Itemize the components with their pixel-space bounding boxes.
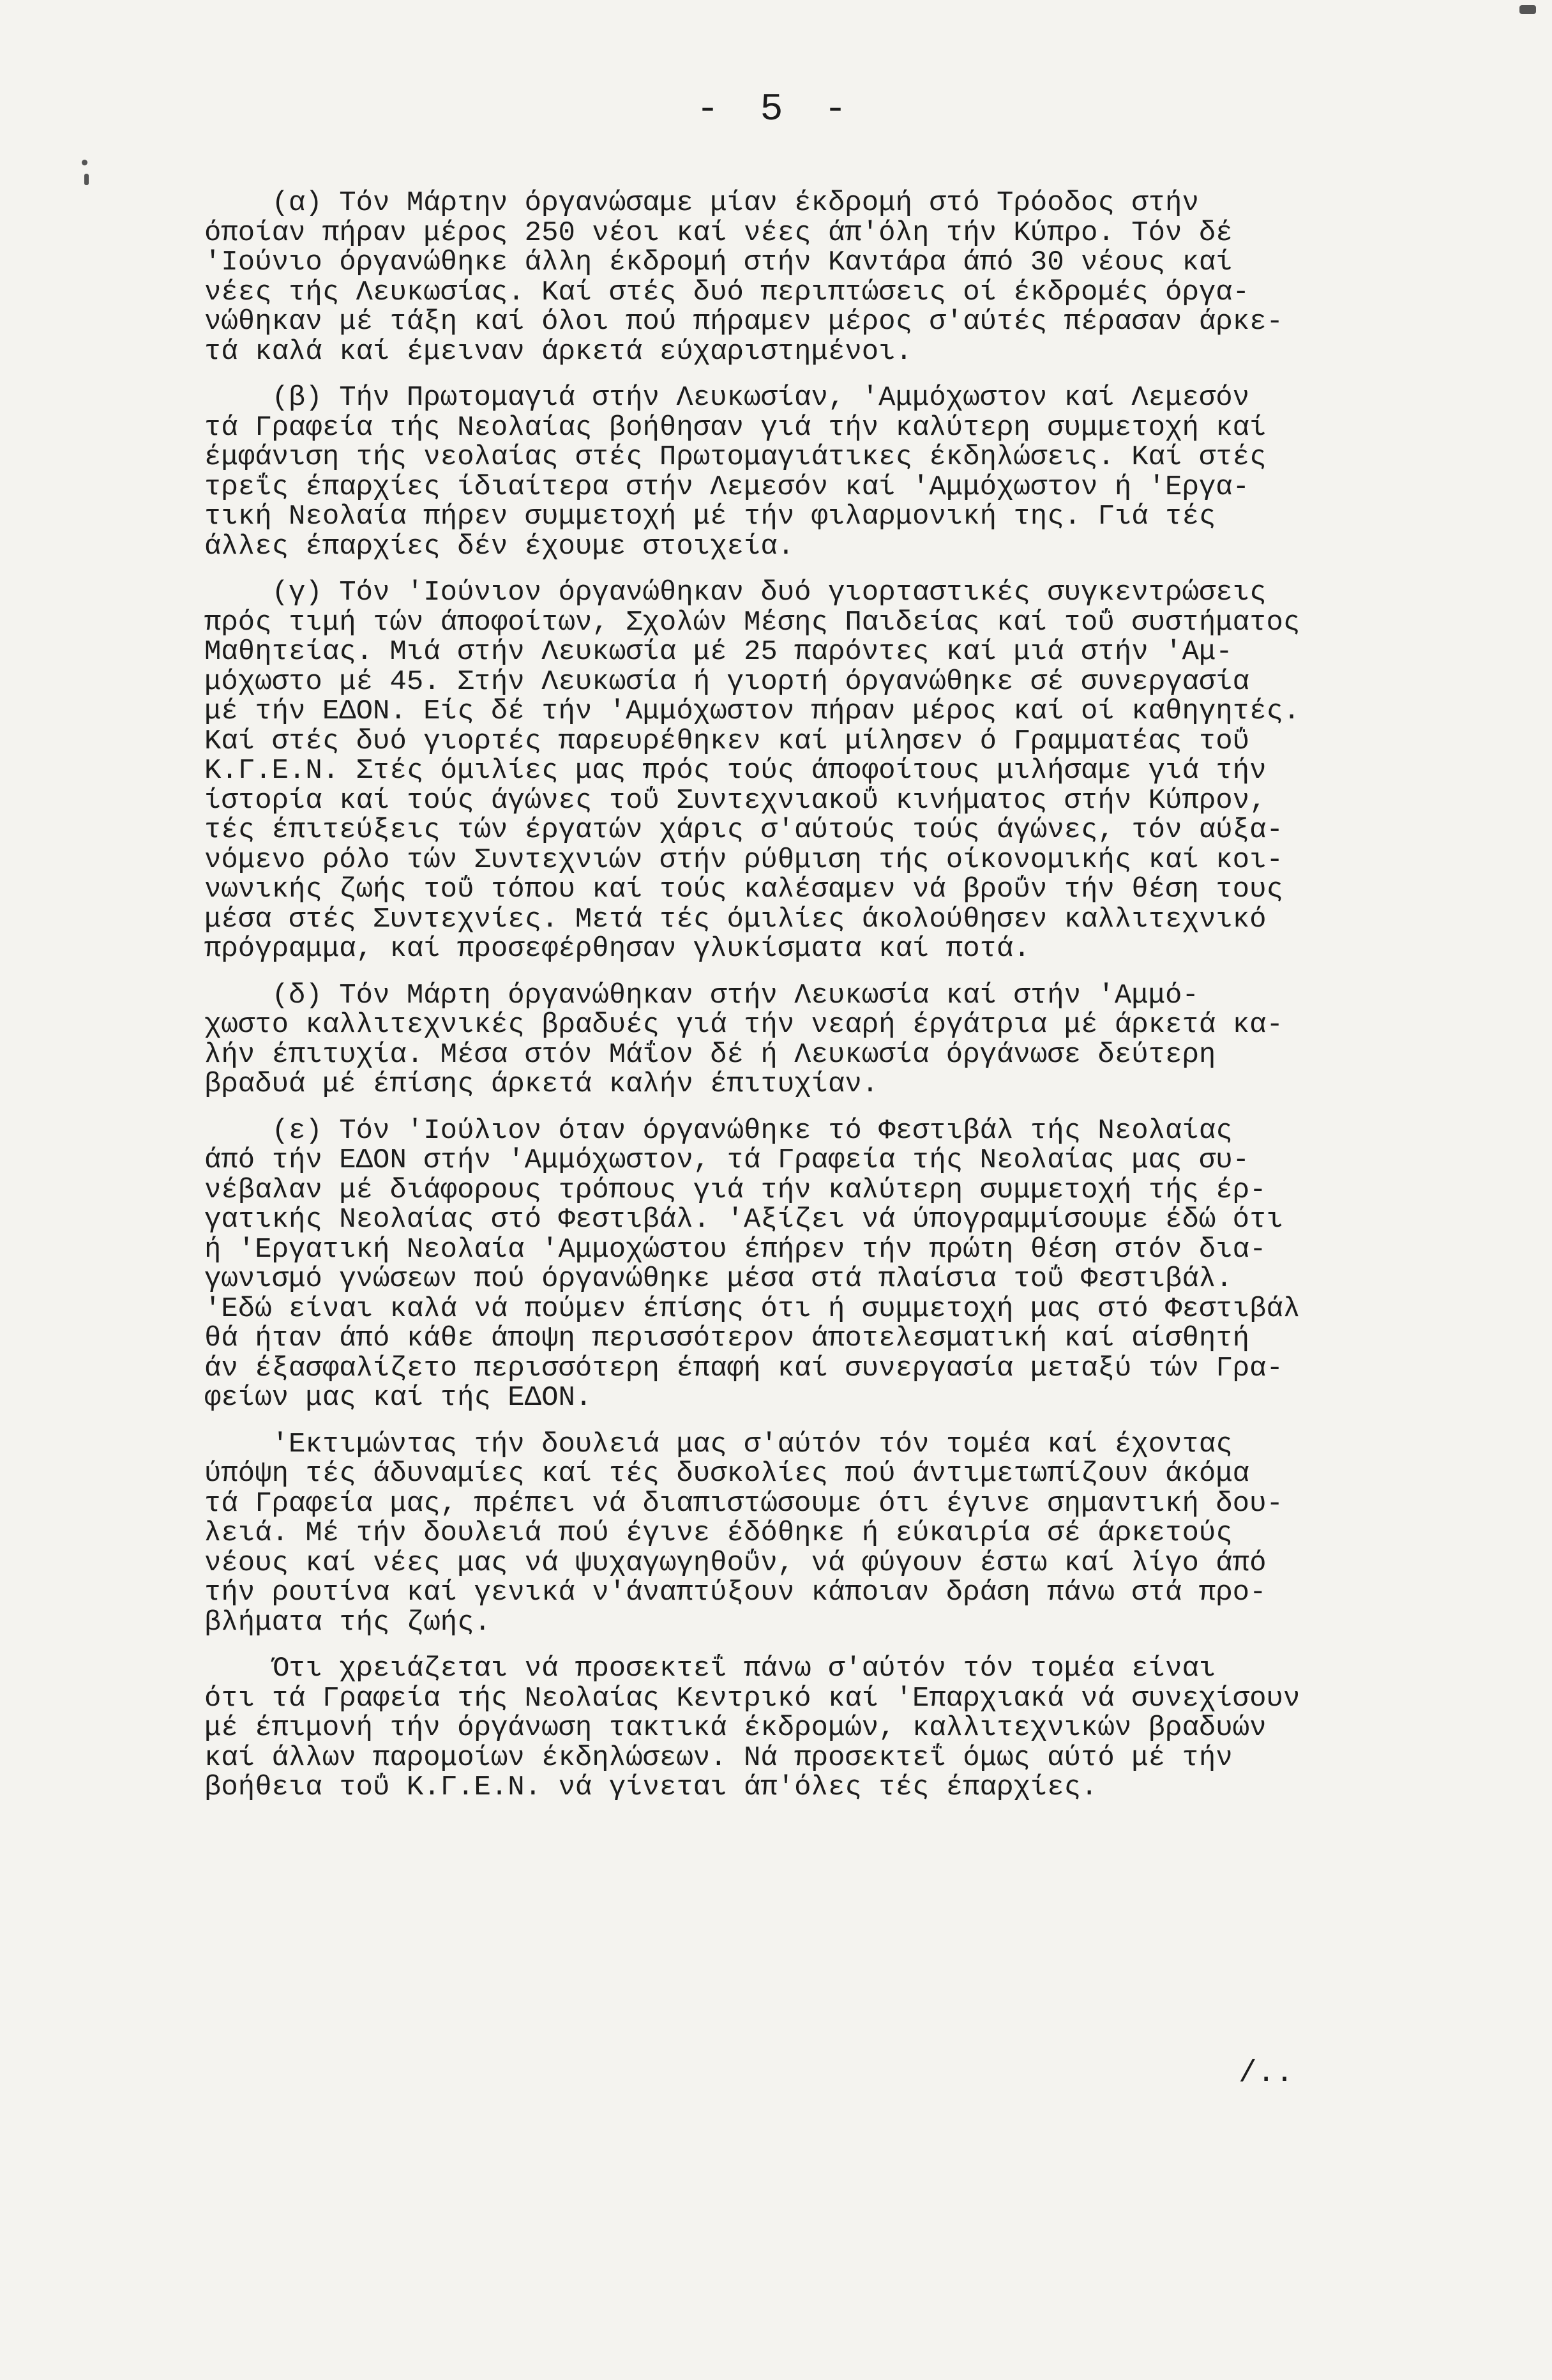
- text-line: βλήματα τής ζωής.: [204, 1606, 491, 1639]
- text-line: χωστο καλλιτεχνικές βραδυές γιά τήν νεαρή έργάτρια μέ άρκετά κα-: [204, 1009, 1283, 1041]
- text-line: βραδυά μέ έπίσης άρκετά καλήν έπιτυχίαν.: [204, 1068, 879, 1100]
- paragraph-e: [204, 1116, 1481, 1413]
- text-line: 'Ιούνιο όργανώθηκε άλλη έκδρομή στήν Καντάρα άπό 30 νέους καί: [204, 246, 1233, 278]
- text-line: θά ήταν άπό κάθε άποψη περισσότερον άποτελεσματική καί αίσθητή: [204, 1323, 1250, 1354]
- text-line: νέες τής Λευκωσίας. Καί στές δυό περιπτώσεις οί έκδρομές όργα-: [204, 276, 1250, 308]
- text-line: ή 'Εργατική Νεολαία 'Αμμοχώστου έπήρεν τήν πρώτη θέση στόν δια-: [204, 1233, 1267, 1266]
- paragraph-assessment: [204, 1430, 1481, 1638]
- text-line: τήν ρουτίνα καί γενικά ν'άναπτύξουν κάποιαν δράση πάνω στά προ-: [204, 1577, 1267, 1609]
- text-line: λήν έπιτυχία. Μέσα στόν Μάΐον δέ ή Λευκωσία όργάνωσε δεύτερη: [204, 1038, 1216, 1071]
- text-line: όποίαν πήραν μέρος 250 νέοι καί νέες άπ'όλη τήν Κύπρο. Τόν δέ: [204, 216, 1233, 249]
- text-line: νωνικής ζωής τοΰ τόπου καί τούς καλέσαμεν νά βροΰν τήν θέση τους: [204, 874, 1283, 906]
- text-line: Ότι χρειάζεται νά προσεκτεΐ πάνω σ'αύτόν τόν τομέα είναι: [204, 1653, 1216, 1685]
- text-line: τρεΐς έπαρχίες ίδιαίτερα στήν Λεμεσόν καί 'Αμμόχωστον ή 'Εργα-: [204, 471, 1250, 503]
- text-line: (α) Τόν Μάρτην όργανώσαμε μίαν έκδρομή στό Τρόοδος στήν: [204, 187, 1199, 219]
- paragraph-conclusion: [204, 1654, 1481, 1803]
- text-line: μόχωστο μέ 45. Στήν Λευκωσία ή γιορτή όργανώθηκε σέ συνεργασία: [204, 665, 1250, 698]
- text-line: βοήθεια τοΰ Κ.Γ.Ε.Ν. νά γίνεται άπ'όλες τές έπαρχίες.: [204, 1771, 1098, 1803]
- text-line: (δ) Τόν Μάρτη όργανώθηκαν στήν Λευκωσία καί στήν 'Αμμό-: [204, 979, 1199, 1012]
- text-line: νέβαλαν μέ διάφορους τρόπους γιά τήν καλύτερη συμμετοχή τής έρ-: [204, 1174, 1267, 1206]
- paragraph-d: [204, 981, 1481, 1100]
- text-line: Μαθητείας. Μιά στήν Λευκωσία μέ 25 παρόντες καί μιά στήν 'Αμ-: [204, 636, 1233, 668]
- paragraph-a: [204, 188, 1481, 367]
- text-line: φείων μας καί τής ΕΔΟΝ.: [204, 1382, 592, 1414]
- text-line: πρός τιμή τών άποφοίτων, Σχολών Μέσης Παιδείας καί τοΰ συστήματος: [204, 606, 1300, 639]
- text-line: ύπόψη τές άδυναμίες καί τές δυσκολίες πού άντιμετωπίζουν άκόμα: [204, 1458, 1250, 1490]
- text-line: τική Νεολαία πήρεν συμμετοχή μέ τήν φιλαρμονική της. Γιά τές: [204, 501, 1216, 533]
- text-line: τά Γραφεία μας, πρέπει νά διαπιστώσουμε ότι έγινε σημαντική δου-: [204, 1487, 1283, 1520]
- text-line: μέ τήν ΕΔΟΝ. Είς δέ τήν 'Αμμόχωστον πήραν μέρος καί οί καθηγητές.: [204, 695, 1300, 727]
- text-line: άπό τήν ΕΔΟΝ στήν 'Αμμόχωστον, τά Γραφεία τής Νεολαίας μας συ-: [204, 1144, 1250, 1176]
- text-line: νέους καί νέες μας νά ψυχαγωγηθοΰν, νά φύγουν έστω καί λίγο άπό: [204, 1547, 1267, 1579]
- text-line: γατικής Νεολαίας στό Φεστιβάλ. 'Αξίζει νά ύπογραμμίσουμε έδώ ότι: [204, 1204, 1283, 1236]
- margin-speck: [84, 174, 89, 185]
- text-line: Κ.Γ.Ε.Ν. Στές όμιλίες μας πρός τούς άποφοίτους μιλήσαμε γιά τήν: [204, 755, 1267, 787]
- text-line: νώθηκαν μέ τάξη καί όλοι πού πήραμεν μέρος σ'αύτές πέρασαν άρκε-: [204, 306, 1283, 338]
- text-line: 'Εκτιμώντας τήν δουλειά μας σ'αύτόν τόν τομέα καί έχοντας: [204, 1428, 1233, 1460]
- text-line: έμφάνιση τής νεολαίας στές Πρωτομαγιάτικες έκδηλώσεις. Καί στές: [204, 441, 1267, 473]
- text-line: (ε) Τόν 'Ιούλιον όταν όργανώθηκε τό Φεστιβάλ τής Νεολαίας: [204, 1114, 1233, 1147]
- document-body: [204, 188, 1481, 1819]
- text-line: (β) Τήν Πρωτομαγιά στήν Λευκωσίαν, 'Αμμόχωστον καί Λεμεσόν: [204, 382, 1250, 414]
- text-line: τά καλά καί έμειναν άρκετά εύχαριστημένοι.: [204, 335, 912, 368]
- margin-speck: [82, 160, 87, 165]
- text-line: γωνισμό γνώσεων πού όργανώθηκε μέσα στά πλαίσια τοΰ Φεστιβάλ.: [204, 1263, 1233, 1295]
- text-line: λειά. Μέ τήν δουλειά πού έγινε έδόθηκε ή εύκαιρία σέ άρκετούς: [204, 1517, 1233, 1549]
- text-line: (γ) Τόν 'Ιούνιον όργανώθηκαν δυό γιορταστικές συγκεντρώσεις: [204, 577, 1267, 609]
- text-line: άλλες έπαρχίες δέν έχουμε στοιχεία.: [204, 530, 795, 563]
- text-line: μέσα στές Συντεχνίες. Μετά τές όμιλίες άκολούθησεν καλλιτεχνικό: [204, 903, 1267, 936]
- text-line: πρόγραμμα, καί προσεφέρθησαν γλυκίσματα καί ποτά.: [204, 933, 1030, 965]
- text-line: τές έπιτεύξεις τών έργατών χάρις σ'αύτούς τούς άγώνες, τόν αύξα-: [204, 814, 1283, 846]
- text-line: ίστορία καί τούς άγώνες τοΰ Συντεχνιακοΰ κινήματος στήν Κύπρον,: [204, 784, 1267, 817]
- text-line: μέ έπιμονή τήν όργάνωση τακτικά έκδρομών, καλλιτεχνικών βραδυών: [204, 1712, 1267, 1744]
- text-line: 'Εδώ είναι καλά νά πούμεν έπίσης ότι ή συμμετοχή μας στό Φεστιβάλ: [204, 1292, 1300, 1325]
- margin-speck: [1519, 5, 1536, 14]
- paragraph-b: [204, 383, 1481, 561]
- page-number: - 5 -: [696, 88, 856, 132]
- text-line: καί άλλων παρομοίων έκδηλώσεων. Νά προσεκτεΐ όμως αύτό μέ τήν: [204, 1741, 1233, 1774]
- text-line: άν έξασφαλίζετο περισσότερη έπαφή καί συνεργασία μεταξύ τών Γρα-: [204, 1352, 1283, 1384]
- continuation-mark: /..: [1239, 2056, 1294, 2091]
- text-line: νόμενο ρόλο τών Συντεχνιών στήν ρύθμιση τής οίκονομικής καί κοι-: [204, 844, 1283, 876]
- text-line: τά Γραφεία τής Νεολαίας βοήθησαν γιά τήν καλύτερη συμμετοχή καί: [204, 411, 1267, 444]
- text-line: Καί στές δυό γιορτές παρευρέθηκεν καί μίλησεν ό Γραμματέας τοΰ: [204, 725, 1250, 757]
- text-line: ότι τά Γραφεία τής Νεολαίας Κεντρικό καί 'Επαρχιακά νά συνεχίσουν: [204, 1682, 1300, 1715]
- paragraph-c: [204, 578, 1481, 964]
